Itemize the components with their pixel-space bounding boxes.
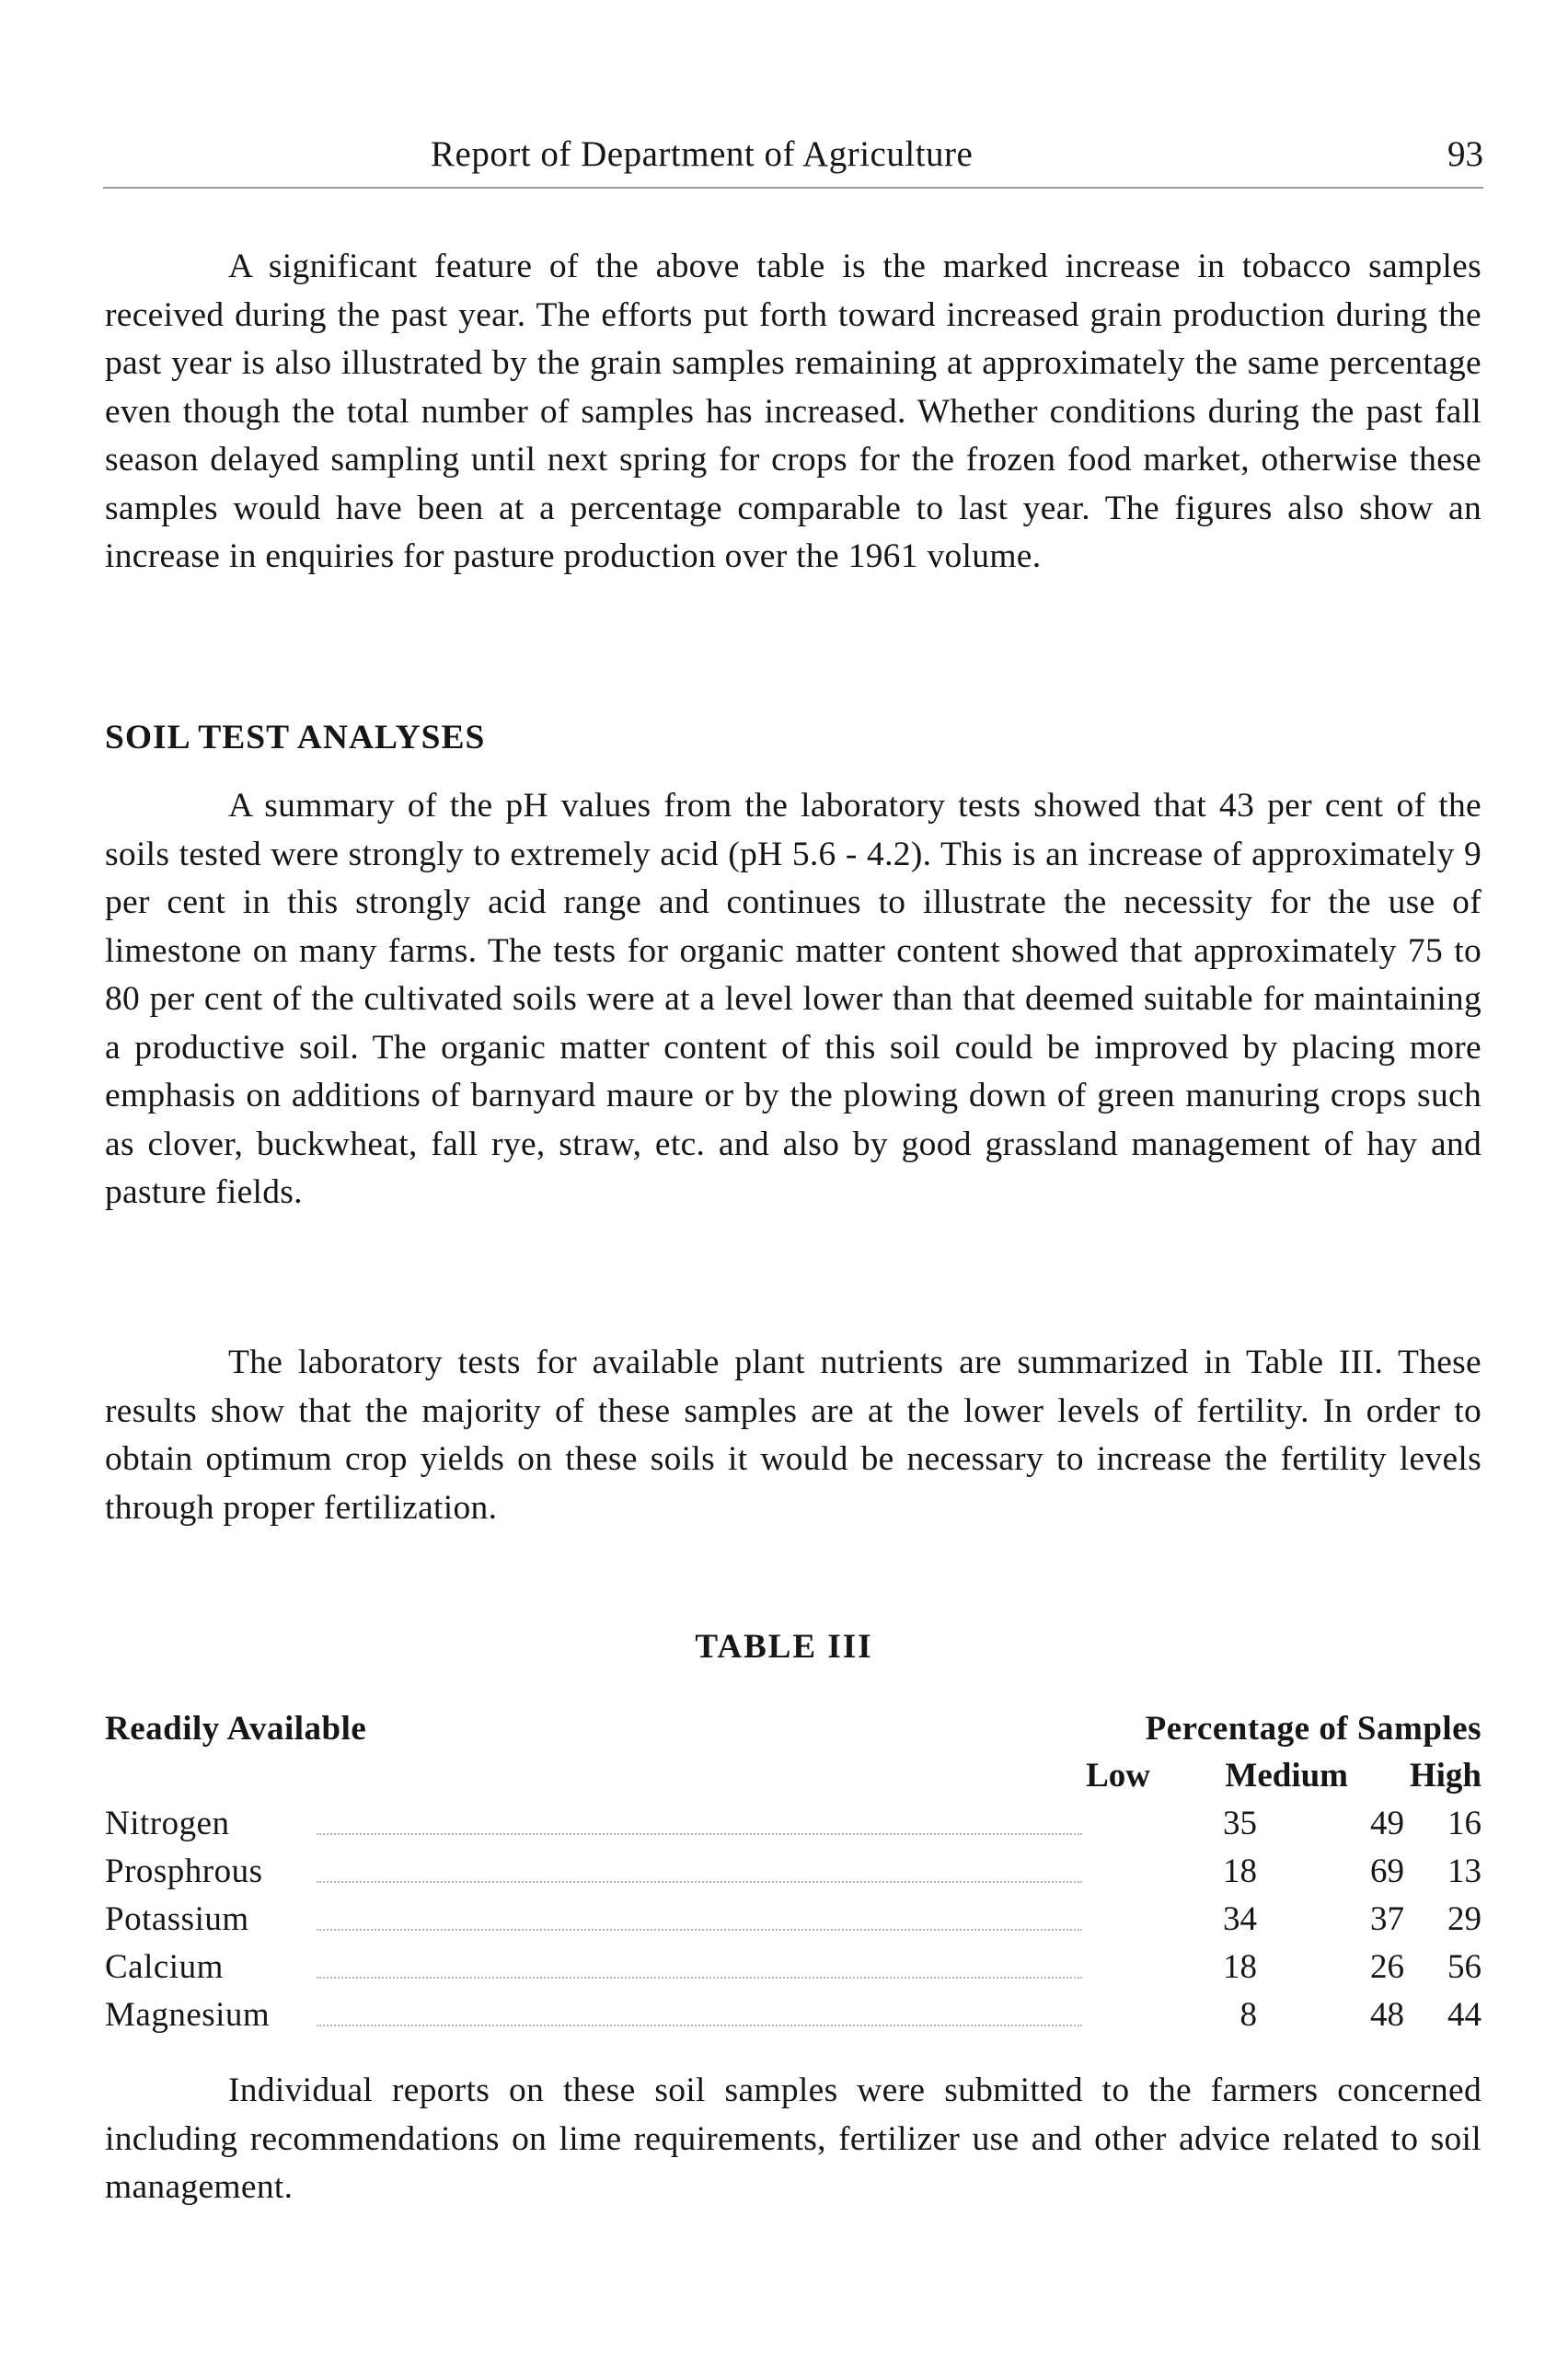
dot-leader xyxy=(317,2025,1082,2026)
cell-medium: 69 xyxy=(1370,1852,1404,1890)
page-number: 93 xyxy=(1447,134,1483,174)
dot-leader xyxy=(317,1977,1082,1979)
paragraph-text: The laboratory tests for available plant nutrients are summarized in Table III. These results show that the majority of these samples are at the lower levels of fertility. In order to obtain optimum crop yields on these soils it would be necessary to increase the fertility levels through proper fertilization. xyxy=(105,1344,1482,1527)
cell-low: 35 xyxy=(1223,1805,1257,1842)
cell-high: 56 xyxy=(1447,1948,1482,1986)
row-label: Nitrogen xyxy=(105,1804,239,1843)
row-label: Potassium xyxy=(105,1899,259,1939)
dot-leader xyxy=(317,1833,1082,1835)
cell-medium: 48 xyxy=(1370,1996,1404,2034)
table-row xyxy=(105,1804,1482,1852)
cell-low: 34 xyxy=(1223,1900,1257,1938)
cell-high: 16 xyxy=(1447,1805,1482,1842)
paragraph-tobacco-samples xyxy=(105,243,1482,582)
cell-low: 18 xyxy=(1223,1852,1257,1890)
dot-leader xyxy=(317,1881,1082,1883)
column-header-low: Low xyxy=(1086,1757,1150,1795)
column-header-high: High xyxy=(1409,1757,1482,1795)
table-title: TABLE III xyxy=(695,1628,873,1666)
row-label: Prosphrous xyxy=(105,1852,272,1891)
paragraph-individual-reports xyxy=(105,2067,1482,2212)
paragraph-text: A summary of the pH values from the laboratory tests showed that 43 per cent of the soils tested were strongly to extremely acid (pH 5.6 - 4.2). This is an increase of approximately 9 per cent in this strongly acid range and continues to illustrate the necessity for the use of limestone on many farms. The tests for organic matter content showed that approximately 75 to 80 per cent of the cultivated soils were at a level lower than that deemed suitable for maintaining a productive soil. The organic matter content of this soil could be improved by placing more emphasis on additions of barnyard maure or by the plowing down of green manuring crops such as clover, buckwheat, fall rye, straw, etc. and also by good grassland management of hay and pasture fields. xyxy=(105,787,1482,1211)
paragraph-plant-nutrients xyxy=(105,1339,1482,1532)
cell-high: 29 xyxy=(1447,1900,1482,1938)
cell-medium: 49 xyxy=(1370,1805,1404,1842)
table-row xyxy=(105,1995,1482,2043)
cell-high: 13 xyxy=(1447,1852,1482,1890)
column-header-medium: Medium xyxy=(1225,1757,1348,1795)
row-label: Calcium xyxy=(105,1947,233,1987)
cell-low: 8 xyxy=(1239,1996,1257,2034)
cell-high: 44 xyxy=(1447,1996,1482,2034)
dot-leader xyxy=(317,1929,1082,1931)
table-group-header: Percentage of Samples xyxy=(1145,1710,1482,1748)
table-row xyxy=(105,1899,1482,1947)
row-label: Magnesium xyxy=(105,1995,279,2035)
paragraph-ph-values xyxy=(105,782,1482,1218)
cell-medium: 26 xyxy=(1370,1948,1404,1986)
section-heading: SOIL TEST ANALYSES xyxy=(105,719,486,756)
table-row xyxy=(105,1947,1482,1995)
cell-low: 18 xyxy=(1223,1948,1257,1986)
paragraph-text: Individual reports on these soil samples were submitted to the farmers concerned including recommendations on lime requirements, fertilizer use and other advice related to soil management. xyxy=(105,2072,1482,2206)
cell-medium: 37 xyxy=(1370,1900,1404,1938)
table-row xyxy=(105,1852,1482,1899)
running-header xyxy=(103,132,1483,189)
table-left-header: Readily Available xyxy=(105,1710,367,1748)
running-header-title: Report of Department of Agriculture xyxy=(431,134,974,174)
paragraph-text: A significant feature of the above table is the marked increase in tobacco samples received during the past year. The efforts put forth toward increased grain production during the past year is also illustrated by the grain samples remaining at approximately the same percentage even though the total number of samples has increased. Whether conditions during the past fall season delayed sampling until next spring for crops for the frozen food market, otherwise these samples would have been at a percentage comparable to last year. The figures also show an increase in enquiries for pasture production over the 1961 volume. xyxy=(105,248,1482,575)
